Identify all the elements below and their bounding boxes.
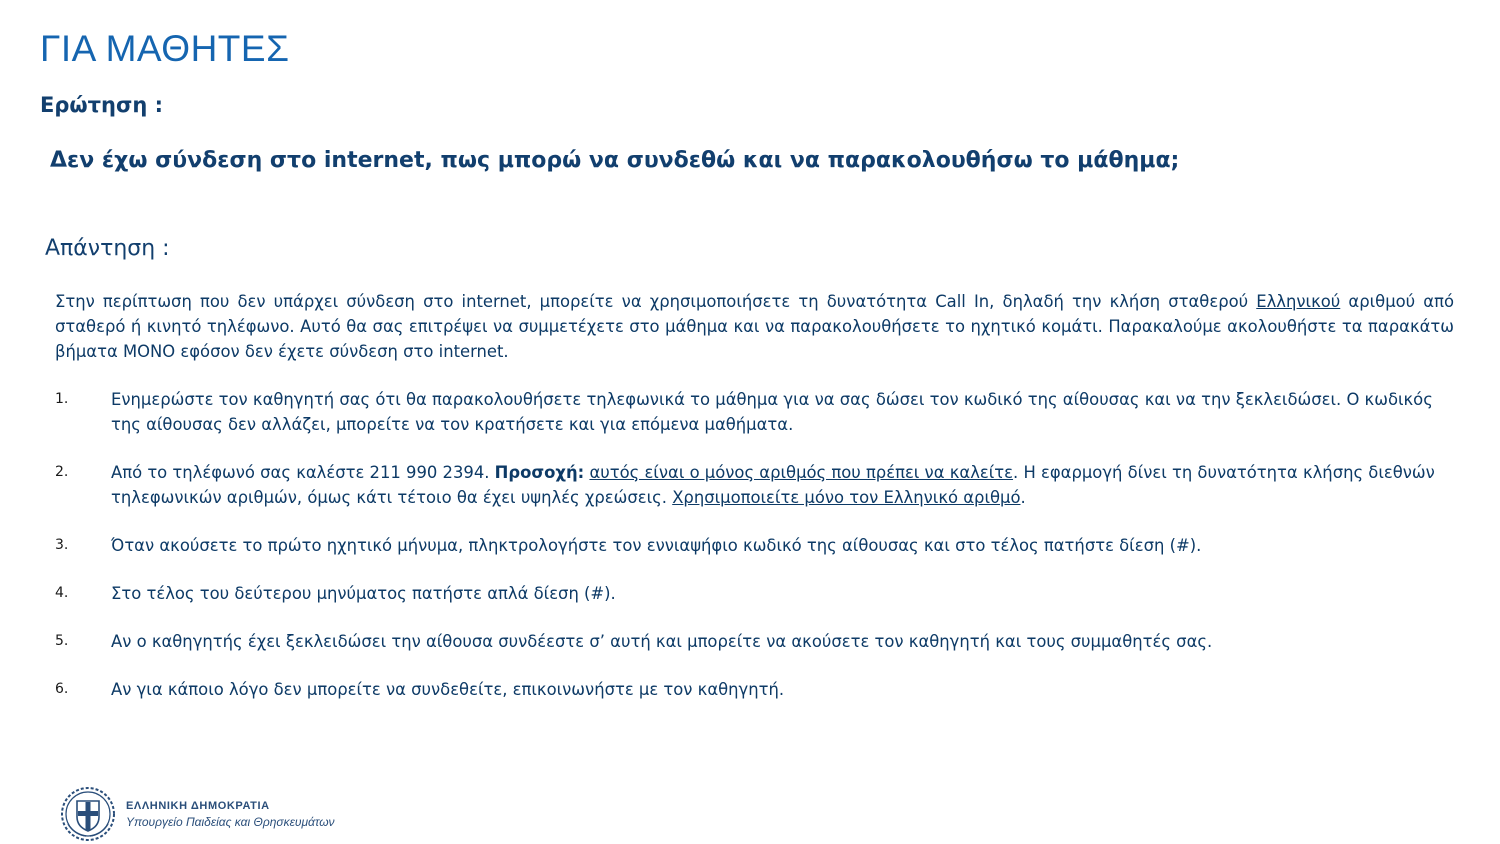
list-item — [55, 460, 1455, 510]
step-text-part3: . — [1020, 488, 1026, 507]
footer-ministry-name: Υπουργείο Παιδείας και Θρησκευμάτων — [126, 814, 335, 829]
step-text: Αν για κάποιο λόγο δεν μπορείτε να συνδεθείτε, επικοινωνήστε με τον καθηγητή. — [111, 680, 785, 699]
step-text: Όταν ακούσετε το πρώτο ηχητικό μήνυμα, πληκτρολογήστε τον εννιαψήφιο κωδικό της αίθουσας και στο τέλος πατήστε δίεση (#). — [111, 536, 1202, 555]
intro-text-part2: αριθμού από σταθερό ή κινητό τηλέφωνο. Αυτό θα σας επιτρέψει να συμμετέχετε στο μάθημα και να παρακολουθήσετε το ηχητικό κομάτι. Παρακαλούμε ακολουθήστε τα παρακάτω βήματα ΜΟΝΟ εφόσον δεν έχετε σύνδεση στο internet. — [55, 292, 1454, 361]
answer-label: Απάντηση : — [45, 236, 170, 261]
step-number: 6. — [55, 681, 69, 697]
question-text: Δεν έχω σύνδεση στο internet, πως μπορώ να συνδεθώ και να παρακολουθήσω το μάθημα; — [50, 148, 1180, 173]
steps-list — [55, 387, 1455, 725]
greek-coat-of-arms-icon — [60, 786, 116, 842]
step-number: 2. — [55, 464, 69, 480]
greek-number-underlined-text: Χρησιμοποιείτε μόνο τον Ελληνικό αριθμό — [672, 488, 1021, 507]
list-item — [55, 533, 1455, 558]
ministry-logo — [60, 784, 335, 844]
list-item — [55, 629, 1455, 654]
step-text-part1: Από το τηλέφωνό σας καλέστε 211 990 2394. — [111, 463, 495, 482]
list-item — [55, 677, 1455, 702]
page-title: ΓΙΑ ΜΑΘΗΤΕΣ — [40, 28, 290, 69]
step-number: 3. — [55, 537, 69, 553]
list-item — [55, 581, 1455, 606]
question-label: Ερώτηση : — [40, 93, 163, 117]
step-number: 5. — [55, 633, 69, 649]
attention-label: Προσοχή: — [494, 463, 585, 482]
step-number: 1. — [55, 391, 69, 407]
step-text: Ενημερώστε τον καθηγητή σας ότι θα παρακολουθήσετε τηλεφωνικά το μάθημα για να σας δώσει τον κωδικό της αίθουσας και να την ξεκλειδώσει. Ο κωδικός της αίθουσας δεν αλλάζει, μπορείτε να τον κρατήσετε και για επόμενα μαθήματα. — [111, 390, 1433, 434]
step-text: Αν ο καθηγητής έχει ξεκλειδώσει την αίθουσα συνδέεστε σ’ αυτή και μπορείτε να ακούσετε τον καθηγητή και τους συμμαθητές σας. — [111, 632, 1213, 651]
list-item — [55, 387, 1455, 437]
intro-underlined-word: Ελληνικού — [1256, 292, 1341, 311]
footer-country-name: ΕΛΛΗΝΙΚΗ ΔΗΜΟΚΡΑΤΙΑ — [126, 799, 270, 812]
answer-intro — [55, 289, 1454, 364]
warning-underlined-text: αυτός είναι ο μόνος αριθμός που πρέπει να καλείτε — [589, 463, 1014, 482]
step-number: 4. — [55, 585, 69, 601]
step-text: Στο τέλος του δεύτερου μηνύματος πατήστε απλά δίεση (#). — [111, 584, 616, 603]
step-text-part2: . Η εφαρμογή δίνει τη δυνατότητα κλήσης διεθνών τηλεφωνικών αριθμών, όμως κάτι τέτοιο θα έχει υψηλές χρεώσεις. — [111, 463, 1435, 507]
intro-text-part1: Στην περίπτωση που δεν υπάρχει σύνδεση στο internet, μπορείτε να χρησιμοποιήσετε τη δυνατότητα Call In, δηλαδή την κλήση σταθερού — [55, 292, 1257, 311]
